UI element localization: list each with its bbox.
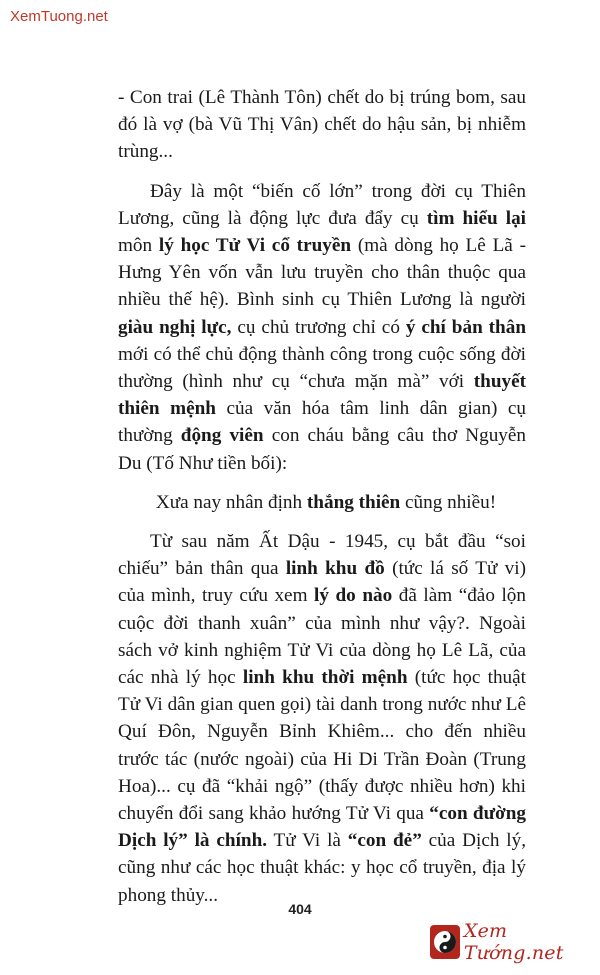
text-run: môn [118,235,159,257]
text-run: đã làm “đảo lộn cuộc đời thanh xuân” của mình như vậy?. Ngoài sách vở kinh nghiệm Tử Vi của dòng họ Lê Lã, của các nhà lý học [118,585,526,689]
paragraph-1: - Con trai (Lê Thành Tôn) chết do bị trúng bom, sau đó là vợ (bà Vũ Thị Vân) chết do hậu sản, bị nhiễm trùng... [118,87,526,163]
bold-text-run: thuyết thiên mệnh [118,371,526,420]
bold-text-run: tìm hiểu lại [426,207,526,229]
bold-text-run: “con đường Dịch lý” là chính. [118,803,526,852]
bold-text-run: ý chí bản thân [405,316,526,338]
text-run: (mà dòng họ Lê Lã - Hưng Yên vốn vẫn lưu truyền cho thân thuộc qua nhiều thế hệ). Bình sinh cụ Thiên Lương là người [118,235,526,311]
text-run: Đây là một “biến cố lớn” trong đời cụ Thiên Lương, cũng là động lực đưa đẩy cụ [118,180,526,229]
text-run: cụ chủ trương chỉ có [231,316,406,338]
paragraph-3 [118,528,526,909]
page-body-text [118,84,526,909]
text-run: Xưa nay nhân định [155,491,307,513]
bold-text-run: linh khu thời mệnh [242,667,408,689]
logo-text: Xem Tướng.net [463,920,564,964]
text-run: của Dịch lý, cũng như các học thuật khác: y học cổ truyền, địa lý phong thủy... [118,830,527,906]
watermark-site-name: XemTuong.net [10,8,108,25]
text-run: cũng nhiều! [400,491,497,513]
page-number: 404 [288,901,312,917]
bold-text-run: động viên [180,425,264,447]
bold-text-run: lý học Tử Vi cổ truyền [158,235,352,257]
verse-quote [118,489,526,516]
text-run: con cháu bằng câu thơ Nguyễn Du (Tố Như tiền bối): [118,425,526,474]
text-run: (tức lá số Tử vi) của mình, truy cứu xem [118,558,526,607]
text-run: của văn hóa tâm linh dân gian) cụ thường [118,398,526,447]
bold-text-run: giàu nghị lực, [118,316,232,338]
paragraph-2 [118,178,526,477]
text-run: (tức học thuật Tử Vi dân gian quen gọi) tài danh trong nước như Lê Quí Đôn, Nguyễn Bỉnh Khiêm... cho đến nhiều trước tác (nước ngoài) của Hi Di Trần Đoàn (Trung Hoa)... cụ đã “khải ngộ” (thấy được nhiều hơn) khi chuyển đổi sang khảo hướng Tử Vi qua [118,667,526,825]
text-run: Từ sau năm Ất Dậu - 1945, cụ bắt đầu “soi chiếu” bản thân qua [118,531,526,580]
text-run: Tử Vi là [267,830,348,852]
bold-text-run: “con đẻ” [347,830,422,852]
site-logo [430,922,595,962]
bold-text-run: thắng thiên [306,491,401,513]
bold-text-run: lý do nào [314,585,393,607]
yin-yang-icon [430,925,460,959]
text-run: mới có thể chủ động thành công trong cuộc sống đời thường (hình như cụ “chưa mặn mà” với [118,343,526,393]
bold-text-run: linh khu đồ [285,558,385,580]
